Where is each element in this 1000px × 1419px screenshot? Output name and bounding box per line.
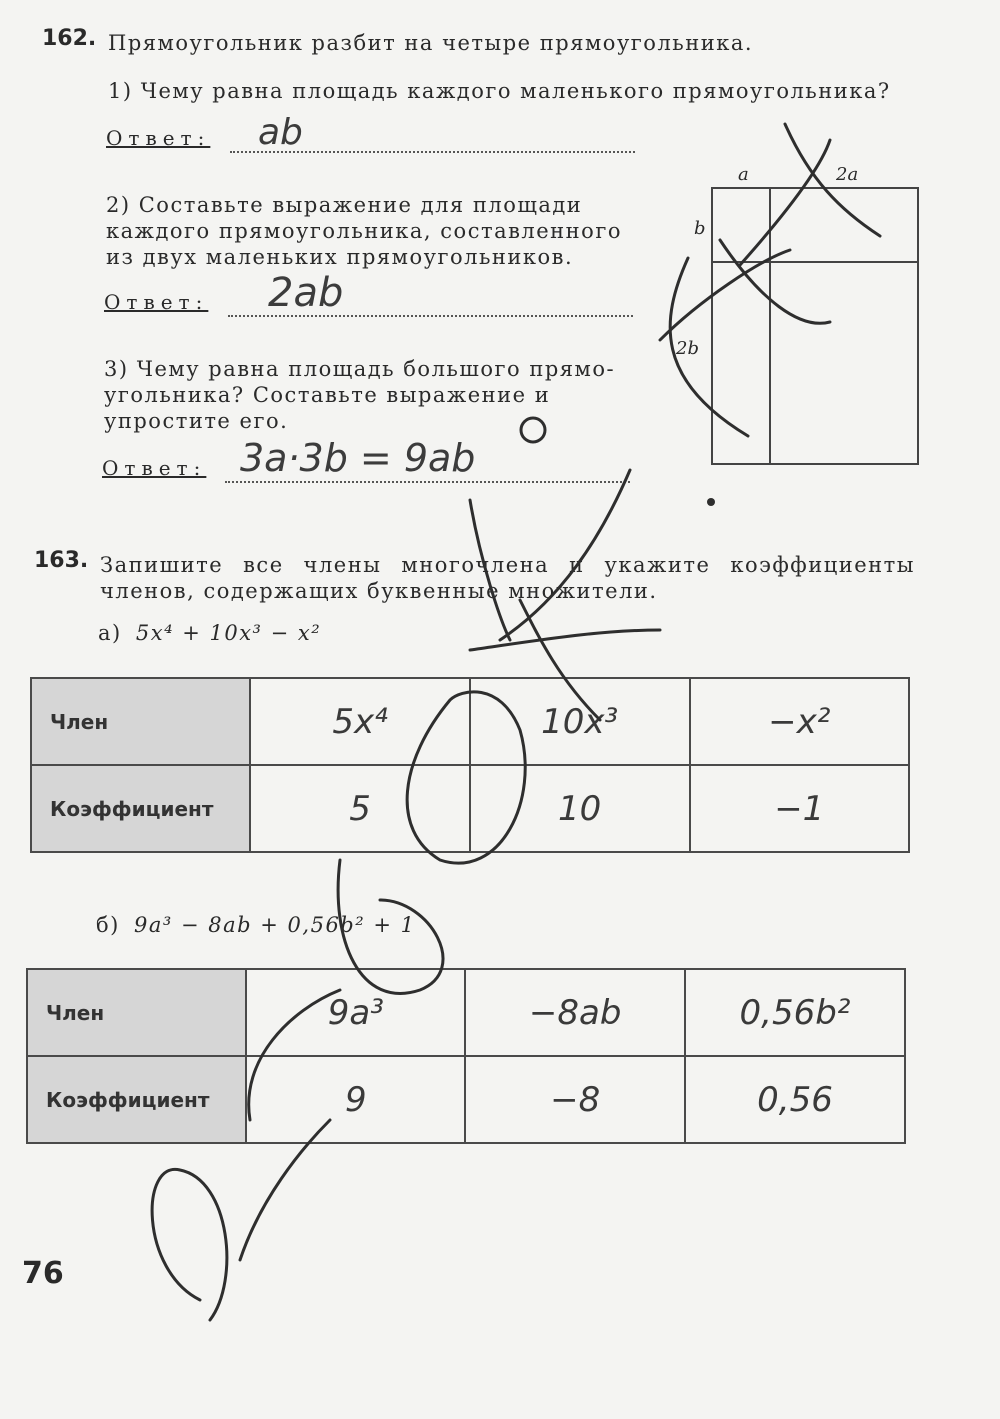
- question-2-line-1: 2) Составьте выражение для площади: [106, 193, 583, 217]
- problem-163-line-1: Запишите все члены многочлена и укажите коэффициенты: [100, 553, 915, 577]
- part-a-label: а): [98, 621, 122, 645]
- question-2-line-3: из двух маленьких прямоугольников.: [106, 245, 574, 269]
- part-a-expression: 5x⁴ + 10x³ − x²: [135, 621, 322, 645]
- table-a-term-1: 5x⁴: [250, 678, 469, 765]
- problem-162-number: 162.: [42, 26, 97, 51]
- table-b: [26, 968, 906, 1144]
- part-b: [96, 912, 415, 938]
- table-a-coef-3: −1: [690, 765, 910, 852]
- table-a-term-3: −x²: [690, 678, 910, 765]
- answer-1-handwritten: ab: [258, 112, 303, 153]
- problem-163-statement: [100, 552, 915, 604]
- question-3-line-1: 3) Чему равна площадь большого прямо-: [104, 357, 616, 381]
- table-b-coef-1: 9: [246, 1056, 465, 1143]
- question-3-line-2: угольника? Составьте выражение и: [104, 383, 551, 407]
- part-a: [98, 620, 321, 646]
- table-b-term-1: 9a³: [246, 969, 465, 1056]
- table-a-coef-label: Коэффициент: [31, 765, 250, 852]
- rectangle-figure: [710, 186, 920, 466]
- answer-1-label: Ответ:: [106, 126, 211, 150]
- table-b-coef-2: −8: [465, 1056, 685, 1143]
- problem-163-line-2: членов, содержащих буквенные множители.: [100, 579, 658, 603]
- problem-163-number: 163.: [34, 548, 89, 573]
- table-a: [30, 677, 910, 853]
- question-3-line-3: упростите его.: [104, 409, 289, 433]
- table-a-coef-2: 10: [470, 765, 690, 852]
- part-b-expression: 9a³ − 8ab + 0,56b² + 1: [134, 913, 416, 937]
- table-a-term-row: [31, 678, 909, 765]
- answer-2-label: Ответ:: [104, 290, 209, 314]
- problem-162-statement: Прямоугольник разбит на четыре прямоугольника.: [108, 31, 754, 55]
- page-number: 76: [22, 1256, 64, 1291]
- figure-label-2b: 2b: [676, 338, 699, 359]
- table-a-term-2: 10x³: [470, 678, 690, 765]
- answer-2-handwritten: 2ab: [268, 270, 344, 316]
- figure-label-a: a: [738, 164, 749, 185]
- table-a-coef-1: 5: [250, 765, 469, 852]
- question-2-line-2: каждого прямоугольника, составленного: [106, 219, 622, 243]
- table-b-term-2: −8ab: [465, 969, 685, 1056]
- table-a-coef-row: [31, 765, 909, 852]
- table-a-term-label: Член: [31, 678, 250, 765]
- table-b-term-row: [27, 969, 905, 1056]
- part-b-label: б): [96, 913, 120, 937]
- table-b-coef-3: 0,56: [685, 1056, 905, 1143]
- question-1: 1) Чему равна площадь каждого маленького прямоугольника?: [108, 79, 891, 103]
- table-b-term-3: 0,56b²: [685, 969, 905, 1056]
- question-2: [106, 192, 646, 270]
- figure-label-2a: 2a: [836, 164, 859, 185]
- figure-label-b: b: [694, 218, 706, 239]
- table-b-coef-label: Коэффициент: [27, 1056, 246, 1143]
- answer-3-label: Ответ:: [102, 456, 207, 480]
- answer-3-line: [225, 480, 630, 483]
- table-b-term-label: Член: [27, 969, 246, 1056]
- table-b-coef-row: [27, 1056, 905, 1143]
- question-3: [104, 356, 644, 434]
- answer-3-handwritten: 3a·3b = 9ab: [240, 436, 476, 480]
